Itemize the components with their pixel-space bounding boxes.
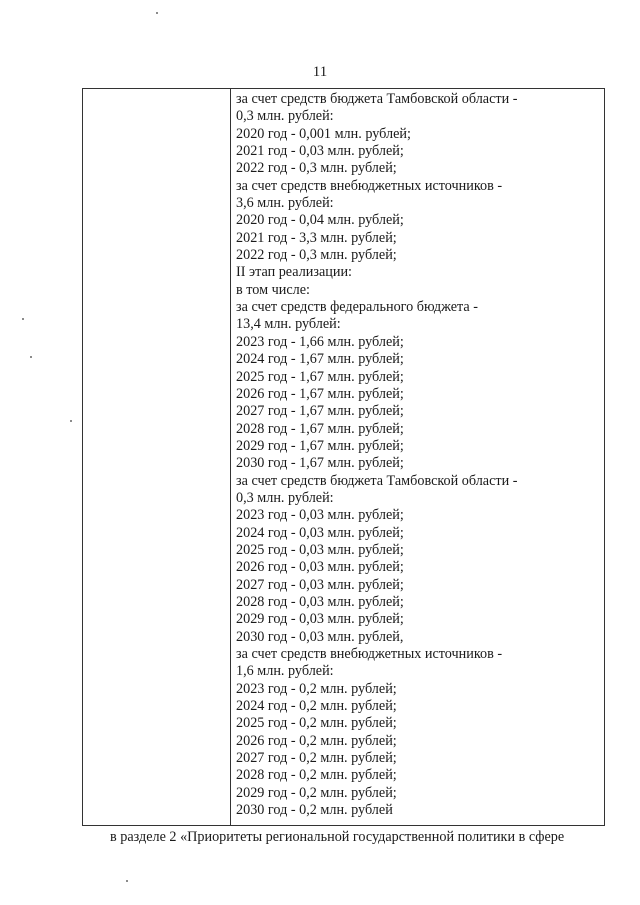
scan-speck [126, 880, 128, 882]
financing-line: за счет средств бюджета Тамбовской области - [236, 91, 518, 107]
financing-line: II этап реализации: [236, 264, 352, 281]
financing-line: 2028 год - 0,2 млн. рублей; [236, 767, 397, 784]
financing-line: 2029 год - 0,2 млн. рублей; [236, 784, 397, 801]
financing-line: 13,4 млн. рублей: [236, 316, 341, 333]
table-column-divider [230, 88, 231, 826]
financing-line: 2025 год - 0,2 млн. рублей; [236, 715, 397, 732]
financing-line: 2023 год - 1,66 млн. рублей; [236, 333, 404, 350]
financing-line: 2021 год - 3,3 млн. рублей; [236, 229, 397, 246]
financing-line: 2030 год - 0,03 млн. рублей, [236, 628, 404, 645]
financing-line: за счет средств внебюджетных источников - [236, 646, 503, 662]
financing-line: 2030 год - 0,2 млн. рублей [236, 802, 393, 819]
financing-line: 2023 год - 0,2 млн. рублей; [236, 680, 397, 697]
financing-line: в том числе: [236, 281, 310, 298]
financing-line: 2022 год - 0,3 млн. рублей; [236, 247, 397, 264]
financing-line: 2024 год - 0,2 млн. рублей; [236, 698, 397, 715]
financing-line: 2020 год - 0,001 млн. рублей; [236, 125, 411, 142]
financing-line: 2029 год - 0,03 млн. рублей; [236, 611, 404, 628]
financing-line: 2026 год - 0,03 млн. рублей; [236, 559, 404, 576]
financing-line: за счет средств внебюджетных источников - [236, 177, 503, 194]
financing-line: 2028 год - 1,67 млн. рублей; [236, 420, 404, 437]
financing-cell [236, 91, 602, 819]
financing-line: 2028 год - 0,03 млн. рублей; [236, 593, 404, 610]
financing-line: 2023 год - 0,03 млн. рублей; [236, 507, 404, 524]
financing-line: 2025 год - 0,03 млн. рублей; [236, 541, 404, 558]
financing-line: 2027 год - 0,03 млн. рублей; [236, 576, 404, 593]
financing-line: 2026 год - 0,2 млн. рублей; [236, 732, 397, 749]
financing-line: 2022 год - 0,3 млн. рублей; [236, 160, 397, 177]
financing-line: за счет средств федерального бюджета - [236, 299, 478, 316]
scan-speck [156, 12, 158, 14]
financing-line: 2026 год - 1,67 млн. рублей; [236, 385, 404, 402]
financing-line: 2030 год - 1,67 млн. рублей; [236, 455, 404, 472]
financing-line: 2027 год - 0,2 млн. рублей; [236, 750, 397, 767]
financing-line: 0,3 млн. рублей: [236, 108, 334, 125]
financing-line: 3,6 млн. рублей: [236, 195, 334, 212]
financing-line: 2027 год - 1,67 млн. рублей; [236, 403, 404, 420]
financing-line: 2020 год - 0,04 млн. рублей; [236, 212, 404, 229]
financing-line: за счет средств бюджета Тамбовской области - [236, 472, 518, 489]
financing-line: 2025 год - 1,67 млн. рублей; [236, 368, 404, 385]
scan-speck [70, 420, 72, 422]
page-number: 11 [312, 64, 328, 80]
financing-line: 2029 год - 1,67 млн. рублей; [236, 437, 404, 454]
financing-line: 1,6 млн. рублей: [236, 663, 334, 680]
financing-line: 2024 год - 1,67 млн. рублей; [236, 351, 404, 368]
scan-speck [30, 356, 32, 358]
footer-paragraph: в разделе 2 «Приоритеты региональной государственной политики в сфере [110, 829, 565, 845]
financing-line: 2021 год - 0,03 млн. рублей; [236, 143, 404, 160]
financing-line: 0,3 млн. рублей: [236, 489, 334, 506]
financing-line: 2024 год - 0,03 млн. рублей; [236, 524, 404, 541]
scan-speck [22, 318, 24, 320]
